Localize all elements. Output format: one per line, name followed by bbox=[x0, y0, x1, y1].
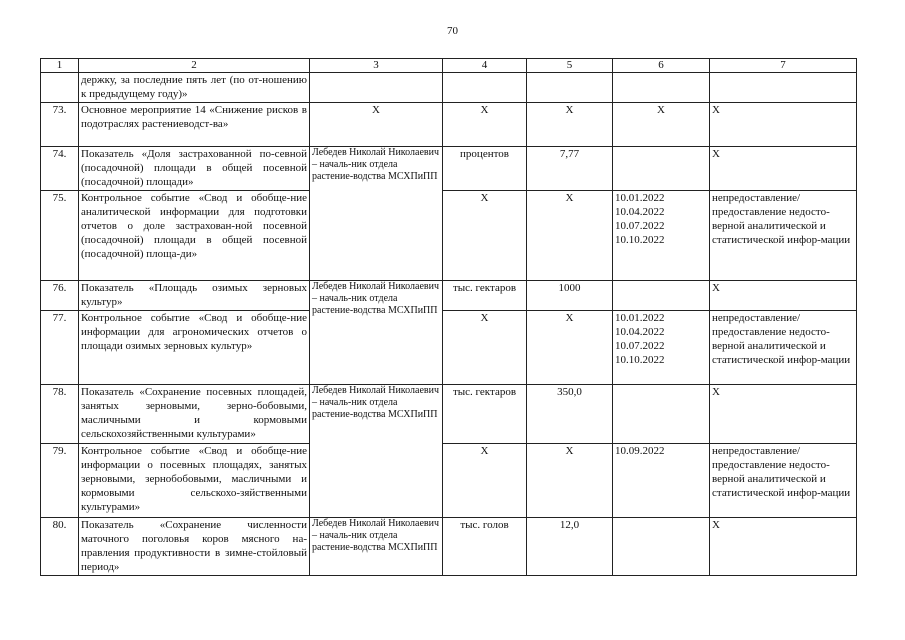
row-result: X bbox=[710, 518, 857, 576]
row-description: Контрольное событие «Свод и обобще-ние информации о посевных площадях, занятых зерновыми, зернобобовыми, масличными и кормовыми сельскохо-зяйственными культурами» bbox=[79, 444, 310, 518]
row-value: X bbox=[527, 103, 613, 147]
row-result: X bbox=[710, 281, 857, 311]
table-row bbox=[41, 147, 857, 191]
row-description: Показатель «Сохранение посевных площадей, занятых зерновыми, зерно-бобовыми, масличными и кормовыми сельскохозяйственными культурами» bbox=[79, 385, 310, 444]
row-description: Контрольное событие «Свод и обобще-ние информации для агрономических отчетов о площади озимых зерновых культур» bbox=[79, 311, 310, 385]
column-header: 4 bbox=[443, 59, 527, 73]
row-dates bbox=[613, 311, 710, 385]
date-item: 10.04.2022 bbox=[615, 326, 665, 338]
table-row bbox=[41, 518, 857, 576]
row-description: Показатель «Сохранение численности маточного поголовья коров мясного на-правления продуктивности в зимне-стойловый период» bbox=[79, 518, 310, 576]
row-description: Основное мероприятие 14 «Снижение рисков в подотраслях растениеводст-ва» bbox=[79, 103, 310, 147]
row-responsible: Лебедев Николай Николаевич – началь-ник отдела растение-водства МСХПиПП bbox=[310, 147, 443, 281]
column-header: 7 bbox=[710, 59, 857, 73]
plan-table bbox=[40, 58, 857, 576]
row-description: Показатель «Площадь озимых зерновых культур» bbox=[79, 281, 310, 311]
date-item: 10.04.2022 bbox=[615, 206, 665, 218]
row-number: 74. bbox=[41, 147, 79, 191]
row-unit: тыс. гектаров bbox=[443, 385, 527, 444]
row-dates bbox=[613, 444, 710, 518]
date-item: 10.01.2022 bbox=[615, 312, 665, 324]
row-number: 76. bbox=[41, 281, 79, 311]
row-unit: X bbox=[443, 191, 527, 281]
row-number: 75. bbox=[41, 191, 79, 281]
row-result: X bbox=[710, 385, 857, 444]
table-row bbox=[41, 311, 857, 385]
row-dates bbox=[613, 147, 710, 191]
date-item: 10.01.2022 bbox=[615, 192, 665, 204]
date-item: 10.10.2022 bbox=[615, 234, 665, 246]
row-result: X bbox=[710, 147, 857, 191]
table-row bbox=[41, 444, 857, 518]
table-row bbox=[41, 103, 857, 147]
row-number: 77. bbox=[41, 311, 79, 385]
row-responsible: Лебедев Николай Николаевич – началь-ник отдела растение-водства МСХПиПП bbox=[310, 281, 443, 385]
table-row bbox=[41, 191, 857, 281]
row-dates: X bbox=[613, 103, 710, 147]
row-value: 1000 bbox=[527, 281, 613, 311]
row-description: Контрольное событие «Свод и обобще-ние аналитической информации для подготовки отчетов о доле застрахован-ной посевной (посадочной) площади в общей посевной (посадочной) площа-ди» bbox=[79, 191, 310, 281]
row-number: 73. bbox=[41, 103, 79, 147]
row-description: держку, за последние пять лет (по от-ношению к предыдущему году)» bbox=[79, 73, 310, 103]
row-value: X bbox=[527, 191, 613, 281]
row-value: 350,0 bbox=[527, 385, 613, 444]
row-result: непредоставление/ предоставление недосто-верной аналитической и статистической инфор-мации bbox=[710, 191, 857, 281]
column-number-row bbox=[41, 59, 857, 73]
row-number: 80. bbox=[41, 518, 79, 576]
row-responsible: Лебедев Николай Николаевич – началь-ник отдела растение-водства МСХПиПП bbox=[310, 518, 443, 576]
column-header: 3 bbox=[310, 59, 443, 73]
row-value: 7,77 bbox=[527, 147, 613, 191]
row-unit: процентов bbox=[443, 147, 527, 191]
date-item: 10.10.2022 bbox=[615, 354, 665, 366]
table-row bbox=[41, 281, 857, 311]
row-number: 79. bbox=[41, 444, 79, 518]
column-header: 2 bbox=[79, 59, 310, 73]
row-unit: тыс. гектаров bbox=[443, 281, 527, 311]
page-number: 70 bbox=[447, 25, 458, 37]
date-item: 10.07.2022 bbox=[615, 220, 665, 232]
row-unit: X bbox=[443, 103, 527, 147]
row-unit: X bbox=[443, 311, 527, 385]
row-dates bbox=[613, 518, 710, 576]
row-value: X bbox=[527, 311, 613, 385]
column-header: 5 bbox=[527, 59, 613, 73]
row-unit: X bbox=[443, 444, 527, 518]
row-unit: тыс. голов bbox=[443, 518, 527, 576]
column-header: 1 bbox=[41, 59, 79, 73]
row-responsible: Лебедев Николай Николаевич – началь-ник отдела растение-водства МСХПиПП bbox=[310, 385, 443, 518]
row-result: X bbox=[710, 103, 857, 147]
row-value: X bbox=[527, 444, 613, 518]
row-responsible: X bbox=[310, 103, 443, 147]
row-value: 12,0 bbox=[527, 518, 613, 576]
table-row-continuation bbox=[41, 73, 857, 103]
table-row bbox=[41, 385, 857, 444]
row-number: 78. bbox=[41, 385, 79, 444]
row-result: непредоставление/ предоставление недосто-верной аналитической и статистической инфор-мации bbox=[710, 444, 857, 518]
date-item: 10.07.2022 bbox=[615, 340, 665, 352]
row-dates bbox=[613, 281, 710, 311]
row-dates bbox=[613, 191, 710, 281]
row-dates bbox=[613, 385, 710, 444]
date-item: 10.09.2022 bbox=[615, 445, 665, 457]
column-header: 6 bbox=[613, 59, 710, 73]
row-result: непредоставление/ предоставление недосто-верной аналитической и статистической инфор-мации bbox=[710, 311, 857, 385]
row-description: Показатель «Доля застрахованной по-севной (посадочной) площади в общей посевной (посадочной) площади» bbox=[79, 147, 310, 191]
